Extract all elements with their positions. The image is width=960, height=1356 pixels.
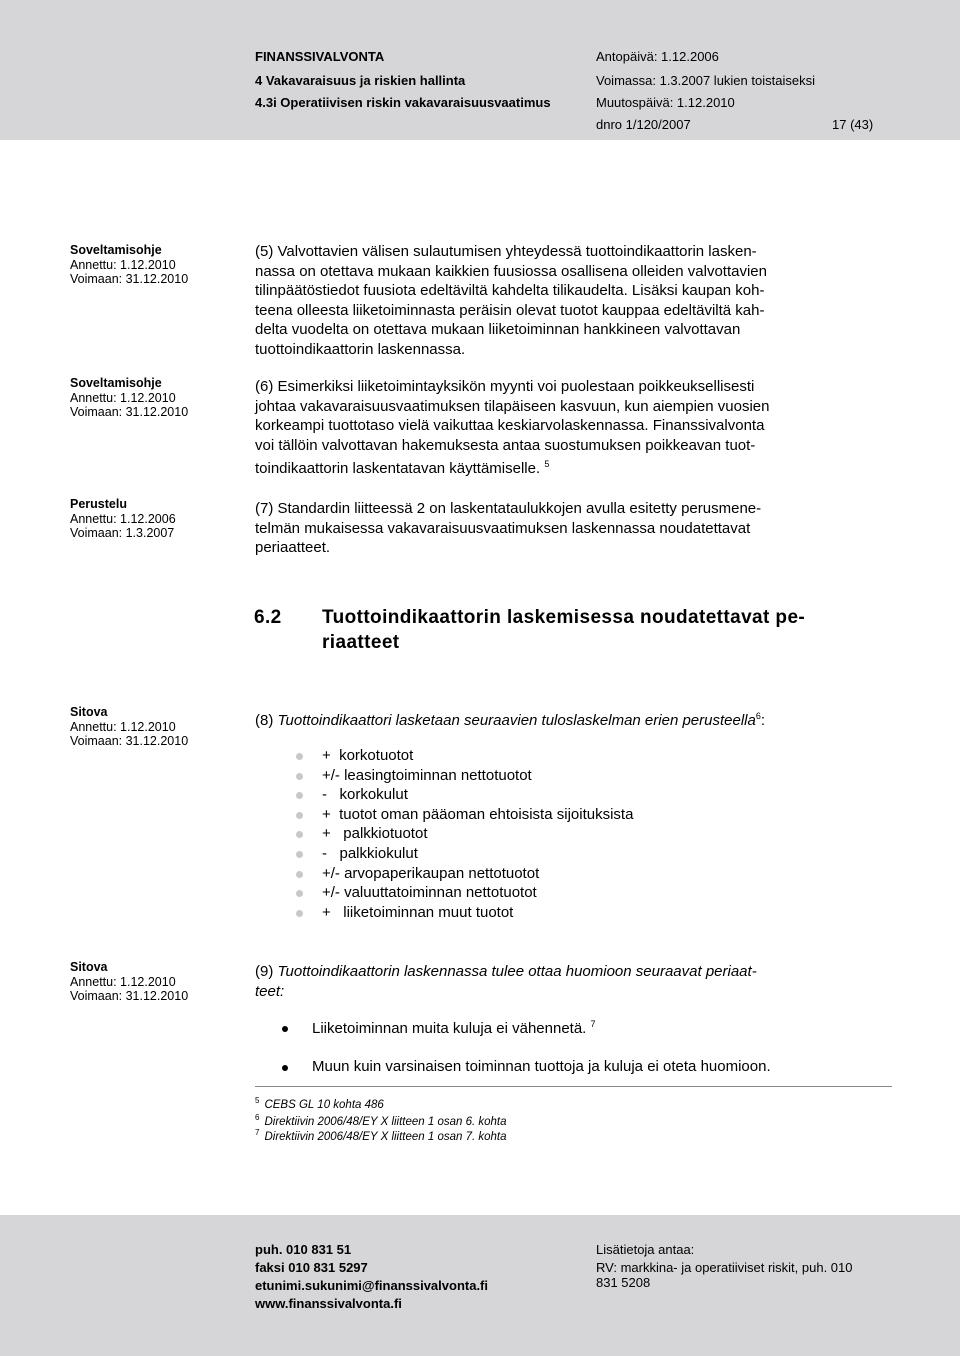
list-item: [296, 864, 633, 884]
list-item-text: Muun kuin varsinaisen toiminnan tuottoja ja kuluja ei oteta huomioon.: [312, 1058, 771, 1075]
text-line: [255, 707, 895, 731]
text-line: delta vuodelta on otettava mukaan liiketoiminnan hankkineen valvottavan: [255, 321, 741, 338]
text-fragment: Tuottoindikaattorin laskennassa tulee ottaa huomioon seuraavat periaat-: [277, 963, 757, 980]
text-line: voi tällöin valvottavan hakemuksesta antaa suostumuksen poikkeavan tuot-: [255, 436, 756, 454]
footer-phone: puh. 010 831 51: [255, 1242, 352, 1257]
modified-date: Muutospäivä: 1.12.2010: [596, 95, 735, 110]
subsection-title: 4.3i Operatiivisen riskin vakavaraisuusvaatimus: [255, 95, 551, 110]
heading-line: riaatteet: [322, 632, 400, 653]
bullet-icon: [296, 812, 303, 819]
text-line: [255, 962, 895, 982]
footer-info-line: RV: markkina- ja operatiiviset riskit, puh. 010: [596, 1260, 853, 1275]
sidenote-effective: Voimaan: 31.12.2010: [70, 405, 189, 419]
bullet-icon: [296, 851, 303, 858]
paragraph-5: [255, 242, 895, 359]
sidenote-issued: Annettu: 1.12.2006: [70, 511, 176, 526]
list-item-text: +/- arvopaperikaupan nettotuotot: [322, 864, 540, 882]
text-line: [255, 982, 895, 1002]
list-item: [296, 766, 633, 786]
sidenote-type: Soveltamisohje: [70, 376, 162, 390]
footnote-number: 6: [255, 1113, 260, 1122]
paragraph-9: [255, 962, 895, 1001]
list-item-text: + korkotuotot: [322, 747, 414, 764]
bullet-icon: [282, 1065, 288, 1071]
text-fragment: toindikaattorin laskentatavan käyttämiselle.: [255, 460, 541, 477]
footnote-ref[interactable]: 7: [590, 1019, 596, 1029]
bullet-icon: [296, 890, 303, 897]
footer-info-line: 831 5208: [596, 1275, 651, 1290]
text-line: tuottoindikaattorin laskennassa.: [255, 340, 466, 358]
sidenote: [70, 705, 188, 749]
footnote-ref[interactable]: 5: [544, 459, 550, 469]
footer-info-contact: [596, 1260, 853, 1290]
list-item-text: - korkokulut: [322, 786, 408, 804]
bullet-icon: [296, 753, 303, 760]
sidenote-issued: Annettu: 1.12.2010: [70, 390, 176, 405]
list-item-text: + palkkiotuotot: [322, 825, 428, 843]
page-number: 17 (43): [832, 117, 874, 132]
text-line: (6) Esimerkiksi liiketoimintayksikön myynti voi puolestaan poikkeuksellisesti: [255, 378, 755, 395]
list-item-text: + tuotot oman pääoman ehtoisista sijoituksista: [322, 805, 634, 823]
footnote-divider: [255, 1086, 892, 1087]
footer-fax: faksi 010 831 5297: [255, 1260, 368, 1275]
list-item-text: + liiketoiminnan muut tuotot: [322, 903, 514, 921]
footnote-ref[interactable]: 6: [755, 711, 761, 721]
text-fragment: :: [760, 712, 766, 729]
list-item: [296, 746, 633, 766]
footnote-number: 5: [255, 1096, 260, 1105]
list-item: [296, 785, 633, 805]
sidenote-issued: Annettu: 1.12.2010: [70, 719, 176, 734]
list-item: [296, 903, 633, 923]
in-force-date: Voimassa: 1.3.2007 lukien toistaiseksi: [596, 73, 815, 88]
footnote-text: CEBS GL 10 kohta 486: [264, 1098, 384, 1111]
text-fragment: teet:: [255, 982, 285, 1000]
income-items-list: [296, 746, 633, 922]
text-line: korkeampi tuottotaso vielä vaikuttaa keskiarvolaskennassa. Finanssivalvonta: [255, 417, 765, 434]
list-item: [296, 844, 633, 864]
heading-line: Tuottoindikaattorin laskemisessa noudatettavat pe-: [322, 607, 806, 628]
text-line: periaatteet.: [255, 539, 331, 556]
sidenote: [70, 376, 188, 420]
list-item: [282, 1019, 596, 1037]
footer-email[interactable]: etunimi.sukunimi@finanssivalvonta.fi: [255, 1278, 488, 1293]
list-item: [282, 1058, 771, 1075]
text-line: nassa on otettava mukaan kaikkien fuusiossa osallisena olleiden valvottavien: [255, 262, 767, 280]
sidenote-type: Sitova: [70, 960, 108, 974]
sidenote-effective: Voimaan: 31.12.2010: [70, 734, 189, 748]
footnote: [255, 1125, 507, 1145]
sidenote: [70, 243, 188, 287]
sidenote: [70, 960, 188, 1004]
paragraph-7: [255, 499, 895, 558]
text-line: tilinpäätöstiedot fuusiota edeltäviltä kahdelta tilikaudelta. Lisäksi kaupan koh-: [255, 282, 765, 299]
sidenote: [70, 497, 176, 541]
sidenote-type: Soveltamisohje: [70, 243, 162, 257]
paragraph-8: [255, 707, 895, 731]
list-item-text: - palkkiokulut: [322, 844, 418, 862]
sidenote-issued: Annettu: 1.12.2010: [70, 257, 176, 272]
list-item: [296, 883, 633, 903]
heading-number: 6.2: [254, 607, 282, 628]
org-name: FINANSSIVALVONTA: [255, 49, 385, 64]
text-line: johtaa vakavaraisuusvaatimuksen tilapäiseen kasvuun, kun aiempien vuosien: [255, 397, 770, 415]
text-line: [255, 455, 895, 479]
footnote-text: Direktiivin 2006/48/EY X liitteen 1 osan 6. kohta: [264, 1115, 507, 1128]
footnote-text: Direktiivin 2006/48/EY X liitteen 1 osan 7. kohta: [264, 1130, 507, 1143]
list-item-text: +/- leasingtoiminnan nettotuotot: [322, 766, 532, 784]
bullet-icon: [296, 910, 303, 917]
sidenote-issued: Annettu: 1.12.2010: [70, 974, 176, 989]
section-title: 4 Vakavaraisuus ja riskien hallinta: [255, 73, 466, 88]
list-item: [296, 824, 633, 844]
footer-info-label: Lisätietoja antaa:: [596, 1242, 695, 1257]
bullet-icon: [296, 792, 303, 799]
text-line: (7) Standardin liitteessä 2 on laskentataulukkojen avulla esitetty perusmene-: [255, 500, 762, 517]
header-band: [0, 0, 960, 140]
bullet-icon: [296, 871, 303, 878]
bullet-icon: [296, 773, 303, 780]
sidenote-effective: Voimaan: 31.12.2010: [70, 989, 189, 1003]
issued-date: Antopäivä: 1.12.2006: [596, 49, 719, 64]
dnro: dnro 1/120/2007: [596, 117, 691, 132]
text-line: telmän mukaisessa vakavaraisuusvaatimuksen laskennassa noudatettavat: [255, 519, 751, 537]
text-line: (5) Valvottavien välisen sulautumisen yhteydessä tuottoindikaattorin lasken-: [255, 243, 757, 260]
bullet-icon: [296, 831, 303, 838]
paragraph-6: [255, 377, 895, 479]
list-item-text: Liiketoiminnan muita kuluja ei vähennetä.: [312, 1020, 587, 1037]
sidenote-effective: Voimaan: 1.3.2007: [70, 526, 175, 540]
footnote-number: 7: [255, 1128, 260, 1137]
sidenote-effective: Voimaan: 31.12.2010: [70, 272, 189, 286]
text-fragment: Tuottoindikaattori lasketaan seuraavien tuloslaskelman erien perusteella: [277, 712, 756, 729]
sidenote-type: Sitova: [70, 705, 108, 719]
sidenote-type: Perustelu: [70, 497, 127, 511]
list-item: [296, 805, 633, 825]
list-item-text: +/- valuuttatoiminnan nettotuotot: [322, 884, 537, 902]
text-fragment: (9): [255, 963, 278, 980]
bullet-icon: [282, 1026, 288, 1032]
text-line: teena olleesta liiketoiminnasta peräisin olevat tuotot kauppaa edeltäviltä kah-: [255, 301, 765, 319]
footer-website[interactable]: www.finanssivalvonta.fi: [255, 1296, 402, 1311]
text-fragment: (8): [255, 712, 278, 729]
